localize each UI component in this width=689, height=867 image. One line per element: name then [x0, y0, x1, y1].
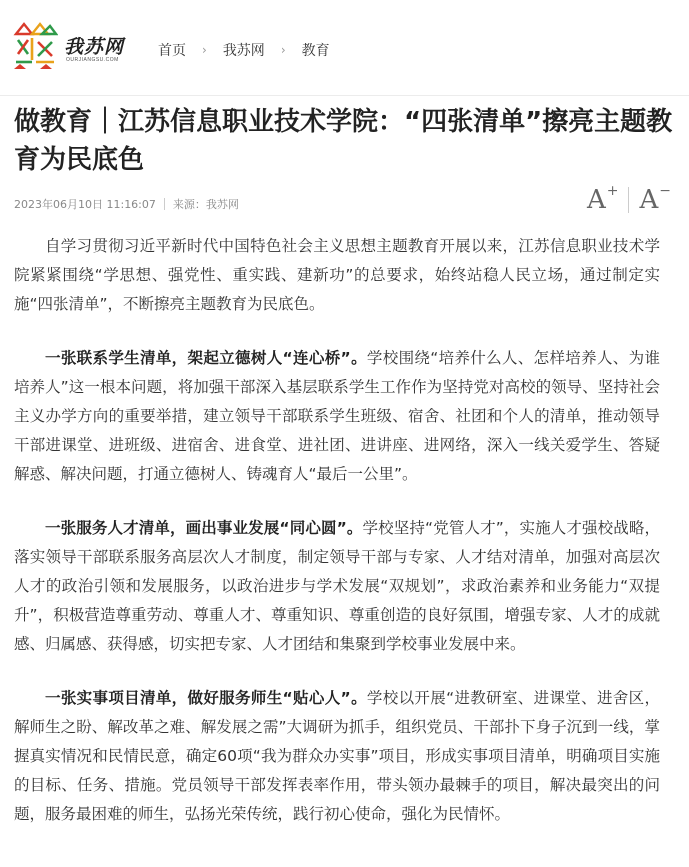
font-decrease-button[interactable] — [639, 185, 671, 215]
article-paragraph — [14, 344, 660, 489]
article-title: 做教育｜江苏信息职业技术学院：“四张清单”擦亮主题教育为民底色 — [14, 107, 673, 175]
chevron-right-icon: › — [280, 43, 286, 57]
paragraph-lead: 一张联系学生清单，架起立德树人“连心桥”。 — [45, 349, 367, 367]
article-paragraph — [14, 232, 660, 319]
minus-icon: − — [659, 183, 671, 199]
article-body — [14, 232, 660, 854]
breadcrumb-home[interactable]: 首页 — [158, 43, 186, 59]
font-increase-label: A — [586, 185, 606, 215]
breadcrumb-site[interactable]: 我苏网 — [222, 43, 265, 59]
article-paragraph — [14, 514, 660, 659]
font-decrease-label: A — [639, 185, 659, 215]
paragraph-lead: 一张实事项目清单，做好服务师生“贴心人”。 — [45, 689, 367, 707]
paragraph-text: 学校以开展“进教研室、进课堂、进舍区，解师生之盼、解改革之难、解发展之需”大调研为抓手，组织党员、干部扑下身子沉到一线，掌握真实情况和民情民意，确定60项“我为群众办实事”项目，形成实事项目清单，明确项目实施的目标、任务、措施。党员领导干部发挥表率作用，带头领办最棘手的项目，解决最突出的问题，服务最困难的师生，弘扬光荣传统，践行初心使命，强化为民情怀。 — [14, 689, 660, 823]
article-meta — [14, 196, 239, 212]
logo-text: 我苏网 — [64, 36, 125, 58]
font-size-controls — [587, 185, 671, 215]
paragraph-text: 自学习贯彻习近平新时代中国特色社会主义思想主题教育开展以来，江苏信息职业技术学院紧紧围绕“学思想、强党性、重实践、建新功”的总要求，始终站稳人民立场，通过制定实施“四张清单”，不断擦亮主题教育为民底色。 — [14, 237, 660, 313]
article-source: 来源：我苏网 — [172, 198, 239, 211]
font-increase-button[interactable] — [587, 185, 619, 215]
logo-emblem-icon — [12, 20, 58, 70]
article-paragraph — [14, 684, 660, 829]
site-header — [0, 0, 689, 96]
publish-datetime: 2023年06月10日 11:16:07 — [14, 198, 156, 211]
font-control-divider — [628, 187, 629, 213]
breadcrumb — [158, 40, 330, 60]
logo-subtext: OURJIANGSU.COM — [66, 57, 119, 63]
site-logo[interactable] — [12, 20, 137, 72]
paragraph-text: 学校坚持“党管人才”，实施人才强校战略，落实领导干部联系服务高层次人才制度，制定领导干部与专家、人才结对清单，加强对高层次人才的政治引领和发展服务，以政治进步与学术发展“双规划”，求政治素养和业务能力“双提升”，积极营造尊重劳动、尊重人才、尊重知识、尊重创造的良好氛围，增强专家、人才的成就感、归属感、获得感，切实把专家、人才团结和集聚到学校事业发展中来。 — [14, 519, 660, 653]
paragraph-text: 学校围绕“培养什么人、怎样培养人、为谁培养人”这一根本问题，将加强干部深入基层联系学生工作作为坚持党对高校的领导、坚持社会主义办学方向的重要举措，建立领导干部联系学生班级、宿舍、社团和个人的清单，推动领导干部进课堂、进班级、进宿舍、进食堂、进社团、进讲座、进网络，深入一线关爱学生、答疑解惑、解决问题，打通立德树人、铸魂育人“最后一公里”。 — [14, 349, 660, 483]
plus-icon: + — [606, 183, 619, 199]
chevron-right-icon: › — [202, 43, 207, 57]
paragraph-lead: 一张服务人才清单，画出事业发展“同心圆”。 — [45, 519, 363, 537]
breadcrumb-education[interactable]: 教育 — [301, 43, 330, 59]
meta-divider — [164, 198, 165, 210]
